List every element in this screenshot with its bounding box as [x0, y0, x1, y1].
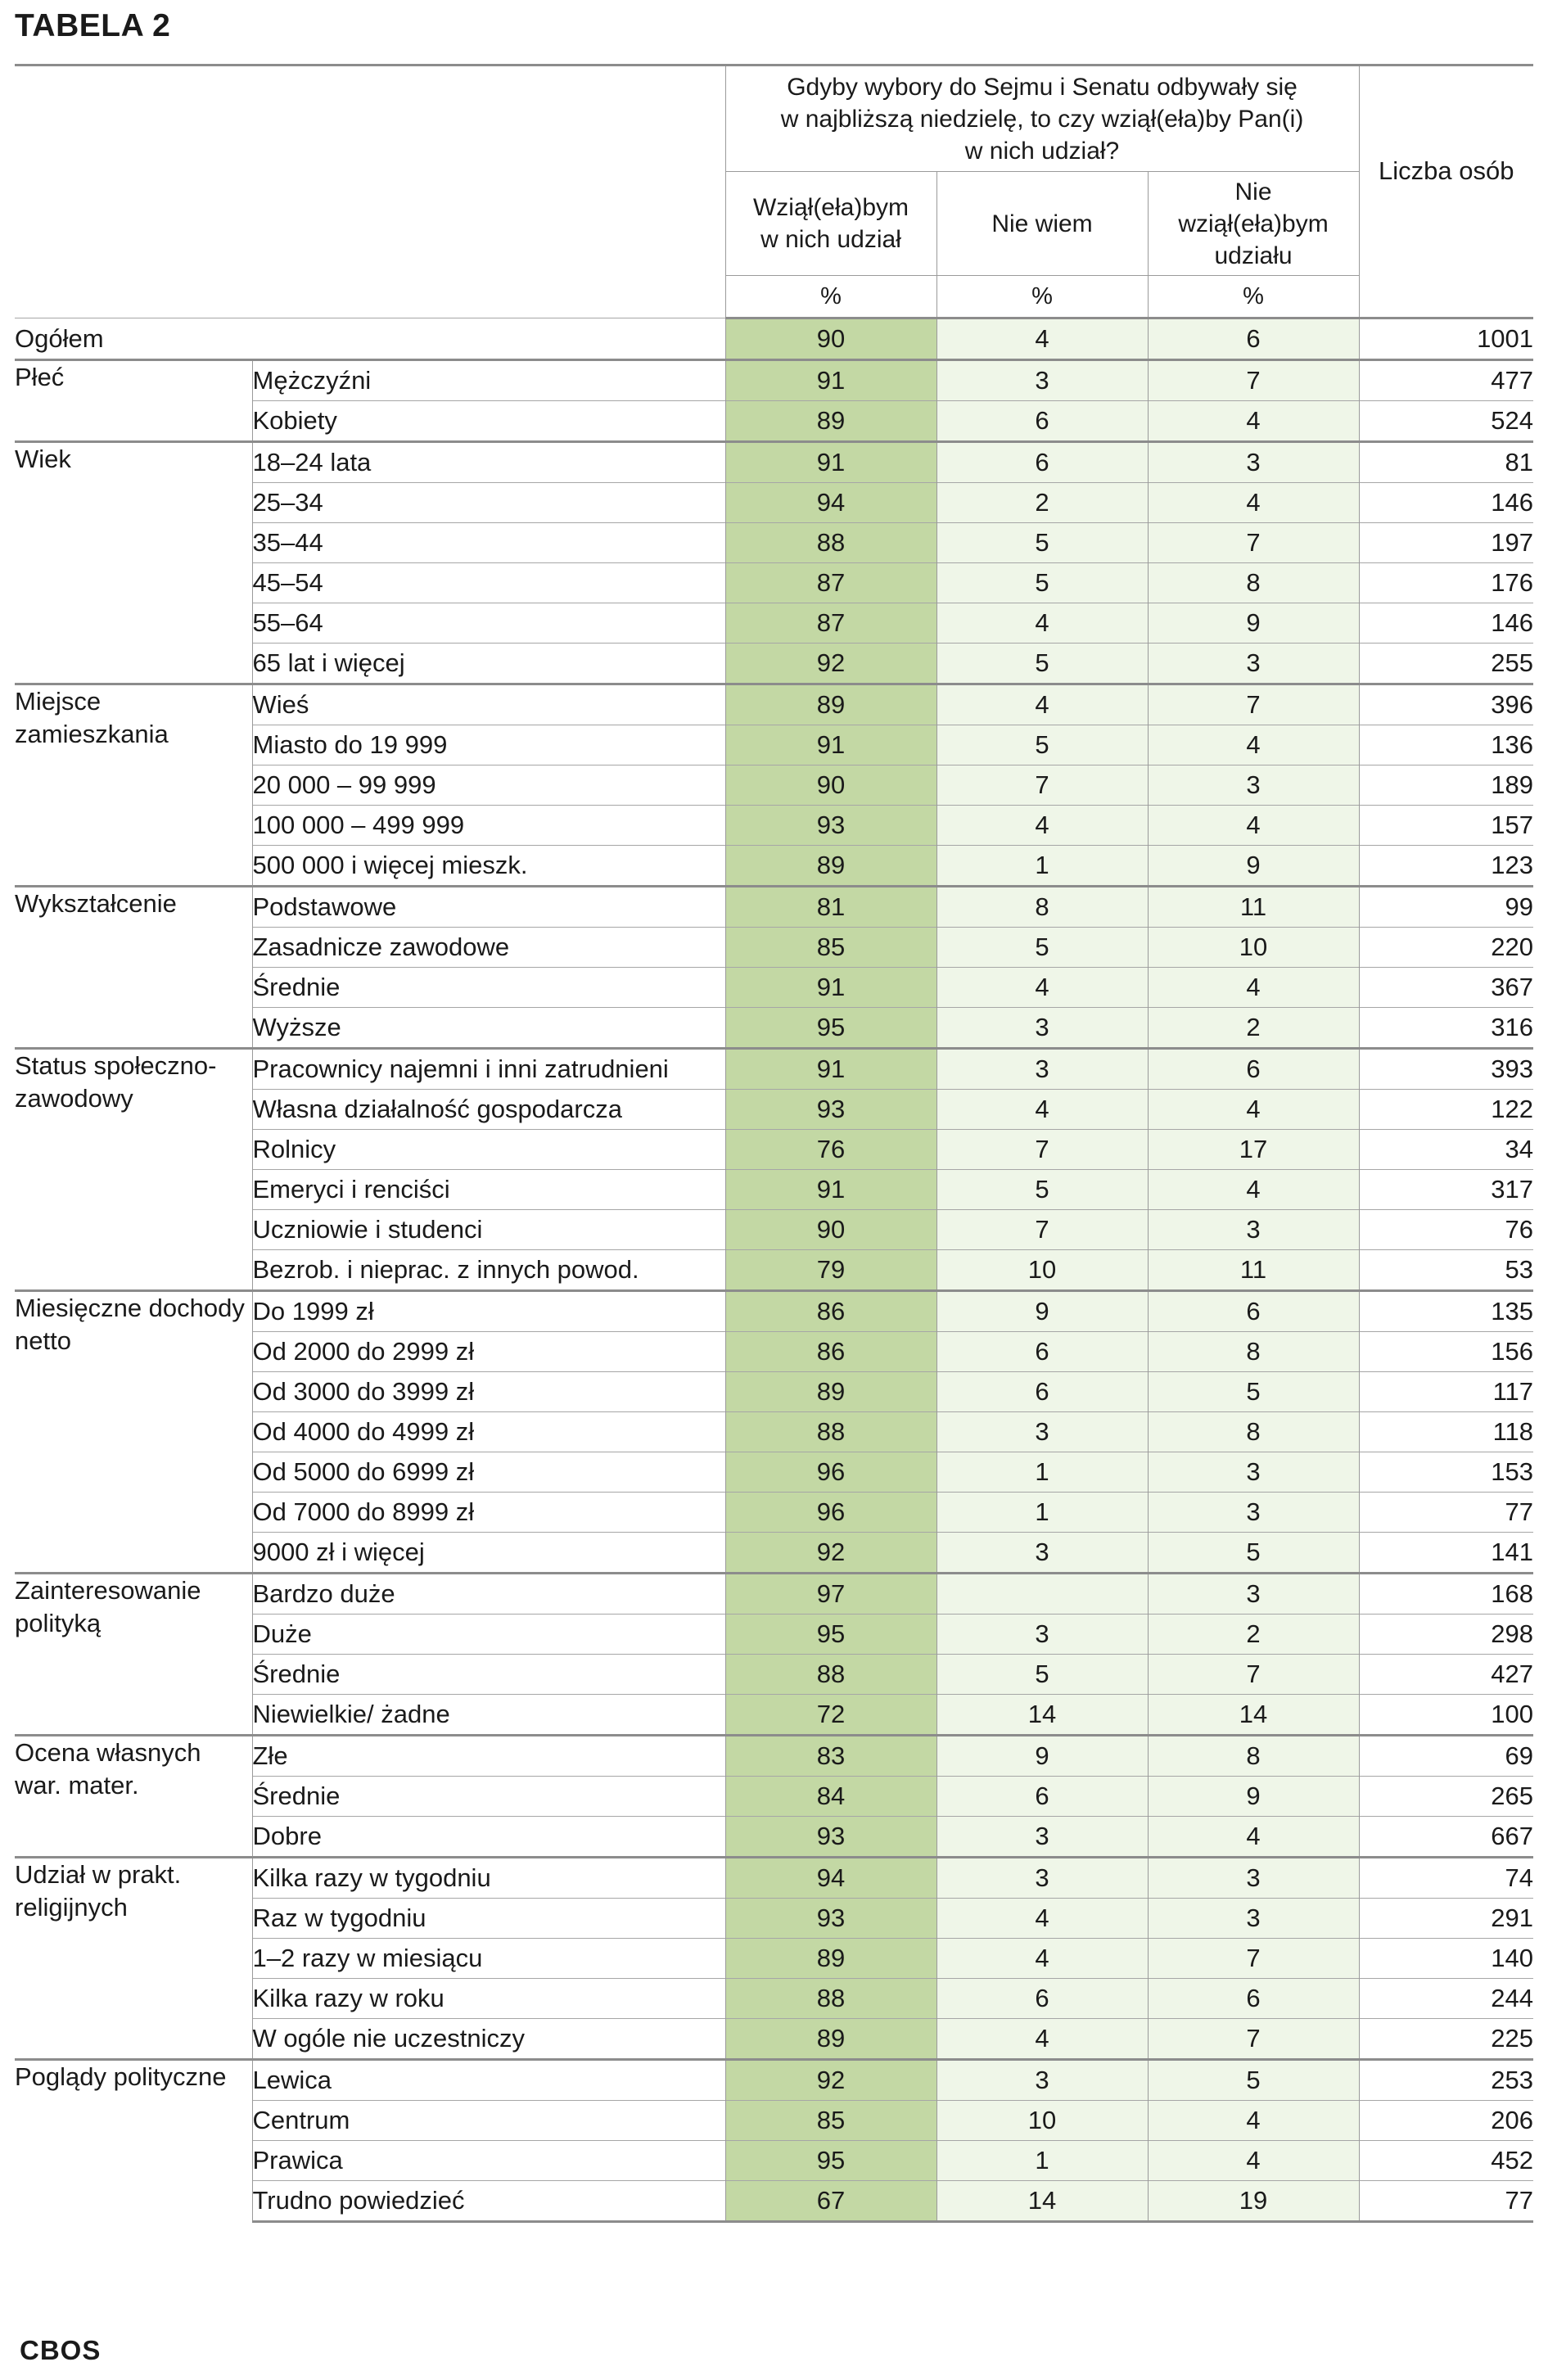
- unit-label: %: [936, 276, 1148, 318]
- value-cell: 3: [936, 2060, 1148, 2101]
- count-cell: 153: [1359, 1452, 1533, 1493]
- row-label: Trudno powiedzieć: [252, 2181, 725, 2222]
- row-label: 18–24 lata: [252, 442, 725, 483]
- row-label: W ogóle nie uczestniczy: [252, 2019, 725, 2060]
- value-cell: 3: [936, 1008, 1148, 1049]
- cbos-logo: CBOS: [20, 2335, 102, 2365]
- row-label: Złe: [252, 1736, 725, 1777]
- question-line: w nich udział?: [964, 137, 1120, 165]
- row-label: Emeryci i renciści: [252, 1170, 725, 1210]
- value-cell: 87: [725, 603, 936, 644]
- value-cell: [936, 1574, 1148, 1615]
- results-table: [15, 64, 1533, 2223]
- value-cell: 6: [936, 1332, 1148, 1372]
- value-cell: 89: [725, 846, 936, 887]
- value-cell: 4: [936, 806, 1148, 846]
- value-cell: 9: [1148, 846, 1359, 887]
- value-cell: 6: [936, 1372, 1148, 1412]
- value-cell: 3: [936, 1817, 1148, 1858]
- value-cell: 92: [725, 1533, 936, 1574]
- count-cell: 255: [1359, 644, 1533, 684]
- value-cell: 8: [1148, 563, 1359, 603]
- value-cell: 3: [936, 1858, 1148, 1899]
- value-cell: 91: [725, 360, 936, 401]
- count-cell: 244: [1359, 1979, 1533, 2019]
- count-cell: 265: [1359, 1777, 1533, 1817]
- value-cell: 95: [725, 1008, 936, 1049]
- value-cell: 7: [1148, 360, 1359, 401]
- value-cell: 3: [936, 1049, 1148, 1090]
- row-label: Raz w tygodniu: [252, 1899, 725, 1939]
- group-label: Udział w prakt. religijnych: [15, 1858, 252, 2060]
- row-label: 1–2 razy w miesiącu: [252, 1939, 725, 1979]
- count-cell: 452: [1359, 2141, 1533, 2181]
- table-row: [15, 1049, 1533, 1090]
- row-label: Własna działalność gospodarcza: [252, 1090, 725, 1130]
- column-header-will-vote: [725, 172, 936, 276]
- value-cell: 4: [936, 603, 1148, 644]
- value-cell: 85: [725, 928, 936, 968]
- table-body: [15, 318, 1533, 2222]
- table-row: [15, 1858, 1533, 1899]
- row-label: Kobiety: [252, 401, 725, 442]
- count-cell: 77: [1359, 1493, 1533, 1533]
- value-cell: 92: [725, 644, 936, 684]
- value-cell: 6: [936, 401, 1148, 442]
- value-cell: 5: [936, 1655, 1148, 1695]
- count-cell: 100: [1359, 1695, 1533, 1736]
- count-cell: 316: [1359, 1008, 1533, 1049]
- group-label: Płeć: [15, 360, 252, 442]
- value-cell: 4: [936, 1939, 1148, 1979]
- group-label: Miejsce zamieszkania: [15, 684, 252, 887]
- row-label: Niewielkie/ żadne: [252, 1695, 725, 1736]
- row-label: 100 000 – 499 999: [252, 806, 725, 846]
- value-cell: 67: [725, 2181, 936, 2222]
- count-cell: 122: [1359, 1090, 1533, 1130]
- value-cell: 91: [725, 725, 936, 765]
- count-cell: 76: [1359, 1210, 1533, 1250]
- value-cell: 3: [1148, 765, 1359, 806]
- value-cell: 3: [1148, 442, 1359, 483]
- table-title: TABELA 2: [15, 8, 171, 43]
- count-cell: 367: [1359, 968, 1533, 1008]
- row-label: 55–64: [252, 603, 725, 644]
- row-label: Prawica: [252, 2141, 725, 2181]
- value-cell: 88: [725, 1979, 936, 2019]
- row-label: Rolnicy: [252, 1130, 725, 1170]
- value-cell: 81: [725, 887, 936, 928]
- value-cell: 6: [1148, 318, 1359, 360]
- value-cell: 3: [1148, 1210, 1359, 1250]
- value-cell: 88: [725, 1655, 936, 1695]
- value-cell: 6: [936, 442, 1148, 483]
- row-label: Bardzo duże: [252, 1574, 725, 1615]
- value-cell: 3: [1148, 1574, 1359, 1615]
- row-label: Miasto do 19 999: [252, 725, 725, 765]
- value-cell: 7: [936, 1210, 1148, 1250]
- value-cell: 4: [936, 684, 1148, 725]
- value-cell: 9: [936, 1291, 1148, 1332]
- value-cell: 5: [936, 928, 1148, 968]
- value-cell: 5: [1148, 1372, 1359, 1412]
- table-row: [15, 360, 1533, 401]
- value-cell: 91: [725, 442, 936, 483]
- row-label: Wyższe: [252, 1008, 725, 1049]
- value-cell: 14: [936, 2181, 1148, 2222]
- group-label: Poglądy polityczne: [15, 2060, 252, 2222]
- value-cell: 8: [1148, 1412, 1359, 1452]
- value-cell: 19: [1148, 2181, 1359, 2222]
- value-cell: 4: [1148, 1170, 1359, 1210]
- value-cell: 1: [936, 1452, 1148, 1493]
- value-cell: 2: [1148, 1615, 1359, 1655]
- count-cell: 291: [1359, 1899, 1533, 1939]
- column-header-line: w nich udział: [760, 226, 901, 253]
- value-cell: 7: [1148, 1655, 1359, 1695]
- value-cell: 7: [1148, 1939, 1359, 1979]
- value-cell: 90: [725, 1210, 936, 1250]
- row-label: Kilka razy w roku: [252, 1979, 725, 2019]
- value-cell: 10: [1148, 928, 1359, 968]
- value-cell: 89: [725, 684, 936, 725]
- column-header-wont-vote: [1148, 172, 1359, 276]
- value-cell: 93: [725, 806, 936, 846]
- row-label: Mężczyźni: [252, 360, 725, 401]
- count-cell: 146: [1359, 483, 1533, 523]
- header-empty-cell: [1359, 276, 1533, 318]
- row-label: Duże: [252, 1615, 725, 1655]
- group-label: Miesięczne dochody netto: [15, 1291, 252, 1574]
- value-cell: 89: [725, 1939, 936, 1979]
- row-label: Zasadnicze zawodowe: [252, 928, 725, 968]
- value-cell: 2: [936, 483, 1148, 523]
- value-cell: 6: [936, 1777, 1148, 1817]
- column-header-line: Nie wiem: [991, 210, 1093, 237]
- value-cell: 3: [936, 360, 1148, 401]
- count-cell: 81: [1359, 442, 1533, 483]
- row-label: 20 000 – 99 999: [252, 765, 725, 806]
- value-cell: 7: [936, 1130, 1148, 1170]
- value-cell: 4: [936, 968, 1148, 1008]
- table-row: [15, 2060, 1533, 2101]
- value-cell: 91: [725, 1170, 936, 1210]
- count-cell: 427: [1359, 1655, 1533, 1695]
- row-label: 500 000 i więcej mieszk.: [252, 846, 725, 887]
- value-cell: 93: [725, 1899, 936, 1939]
- value-cell: 92: [725, 2060, 936, 2101]
- row-label: Podstawowe: [252, 887, 725, 928]
- value-cell: 3: [1148, 644, 1359, 684]
- value-cell: 9: [936, 1736, 1148, 1777]
- value-cell: 7: [1148, 523, 1359, 563]
- value-cell: 3: [1148, 1493, 1359, 1533]
- row-label: Bezrob. i nieprac. z innych powod.: [252, 1250, 725, 1291]
- value-cell: 6: [936, 1979, 1148, 2019]
- row-label: Dobre: [252, 1817, 725, 1858]
- value-cell: 10: [936, 1250, 1148, 1291]
- table-row: [15, 318, 1533, 360]
- value-cell: 5: [936, 523, 1148, 563]
- count-cell: 197: [1359, 523, 1533, 563]
- value-cell: 4: [1148, 2141, 1359, 2181]
- count-cell: 146: [1359, 603, 1533, 644]
- count-cell: 393: [1359, 1049, 1533, 1090]
- value-cell: 4: [1148, 968, 1359, 1008]
- count-cell: 477: [1359, 360, 1533, 401]
- row-label: Od 7000 do 8999 zł: [252, 1493, 725, 1533]
- count-cell: 135: [1359, 1291, 1533, 1332]
- value-cell: 9: [1148, 1777, 1359, 1817]
- row-label: Do 1999 zł: [252, 1291, 725, 1332]
- value-cell: 11: [1148, 887, 1359, 928]
- value-cell: 91: [725, 1049, 936, 1090]
- total-label: Ogółem: [15, 318, 725, 360]
- value-cell: 4: [936, 1090, 1148, 1130]
- count-cell: 136: [1359, 725, 1533, 765]
- value-cell: 96: [725, 1493, 936, 1533]
- value-cell: 3: [1148, 1858, 1359, 1899]
- value-cell: 5: [936, 1170, 1148, 1210]
- group-label: Wiek: [15, 442, 252, 684]
- value-cell: 84: [725, 1777, 936, 1817]
- column-header-line: Wziął(eła)bym: [752, 194, 909, 221]
- value-cell: 6: [1148, 1979, 1359, 2019]
- value-cell: 97: [725, 1574, 936, 1615]
- group-label: Ocena własnych war. mater.: [15, 1736, 252, 1858]
- column-header-dont-know: [936, 172, 1148, 276]
- value-cell: 5: [1148, 2060, 1359, 2101]
- count-cell: 99: [1359, 887, 1533, 928]
- count-cell: 140: [1359, 1939, 1533, 1979]
- value-cell: 5: [936, 644, 1148, 684]
- count-cell: 168: [1359, 1574, 1533, 1615]
- column-header-line: Nie: [1234, 178, 1272, 205]
- value-cell: 5: [936, 725, 1148, 765]
- count-cell: 298: [1359, 1615, 1533, 1655]
- count-cell: 34: [1359, 1130, 1533, 1170]
- count-cell: 396: [1359, 684, 1533, 725]
- value-cell: 93: [725, 1817, 936, 1858]
- row-label: Od 4000 do 4999 zł: [252, 1412, 725, 1452]
- count-cell: 157: [1359, 806, 1533, 846]
- count-cell: 74: [1359, 1858, 1533, 1899]
- value-cell: 96: [725, 1452, 936, 1493]
- count-cell: 667: [1359, 1817, 1533, 1858]
- value-cell: 95: [725, 2141, 936, 2181]
- value-cell: 89: [725, 1372, 936, 1412]
- value-cell: 72: [725, 1695, 936, 1736]
- row-label: 35–44: [252, 523, 725, 563]
- row-label: Lewica: [252, 2060, 725, 2101]
- value-cell: 94: [725, 1858, 936, 1899]
- count-cell: 117: [1359, 1372, 1533, 1412]
- count-cell: 524: [1359, 401, 1533, 442]
- value-cell: 3: [936, 1412, 1148, 1452]
- unit-label: %: [725, 276, 936, 318]
- value-cell: 8: [1148, 1332, 1359, 1372]
- value-cell: 4: [1148, 806, 1359, 846]
- count-cell: 77: [1359, 2181, 1533, 2222]
- value-cell: 4: [936, 2019, 1148, 2060]
- count-cell: 123: [1359, 846, 1533, 887]
- value-cell: 1: [936, 846, 1148, 887]
- value-cell: 4: [1148, 1817, 1359, 1858]
- value-cell: 86: [725, 1291, 936, 1332]
- value-cell: 79: [725, 1250, 936, 1291]
- value-cell: 95: [725, 1615, 936, 1655]
- table-row: [15, 684, 1533, 725]
- group-label: Wykształcenie: [15, 887, 252, 1049]
- row-label: Średnie: [252, 1655, 725, 1695]
- value-cell: 4: [1148, 483, 1359, 523]
- count-header: Liczba osób: [1359, 65, 1533, 276]
- value-cell: 8: [936, 887, 1148, 928]
- row-label: Pracownicy najemni i inni zatrudnieni: [252, 1049, 725, 1090]
- value-cell: 89: [725, 401, 936, 442]
- header-empty-cell: [15, 65, 725, 318]
- value-cell: 88: [725, 1412, 936, 1452]
- row-label: Wieś: [252, 684, 725, 725]
- value-cell: 2: [1148, 1008, 1359, 1049]
- count-cell: 206: [1359, 2101, 1533, 2141]
- value-cell: 90: [725, 765, 936, 806]
- table-row: [15, 887, 1533, 928]
- count-cell: 141: [1359, 1533, 1533, 1574]
- value-cell: 3: [936, 1533, 1148, 1574]
- value-cell: 6: [1148, 1049, 1359, 1090]
- value-cell: 17: [1148, 1130, 1359, 1170]
- value-cell: 5: [1148, 1533, 1359, 1574]
- row-label: Od 3000 do 3999 zł: [252, 1372, 725, 1412]
- row-label: Średnie: [252, 1777, 725, 1817]
- value-cell: 8: [1148, 1736, 1359, 1777]
- count-cell: 253: [1359, 2060, 1533, 2101]
- value-cell: 4: [1148, 725, 1359, 765]
- value-cell: 4: [936, 318, 1148, 360]
- value-cell: 9: [1148, 603, 1359, 644]
- value-cell: 3: [1148, 1452, 1359, 1493]
- column-header-line: wziął(eła)bym: [1178, 210, 1329, 237]
- value-cell: 93: [725, 1090, 936, 1130]
- value-cell: 6: [1148, 1291, 1359, 1332]
- value-cell: 7: [1148, 684, 1359, 725]
- count-cell: 156: [1359, 1332, 1533, 1372]
- count-cell: 176: [1359, 563, 1533, 603]
- count-cell: 53: [1359, 1250, 1533, 1291]
- row-label: Centrum: [252, 2101, 725, 2141]
- count-cell: 317: [1359, 1170, 1533, 1210]
- row-label: 65 lat i więcej: [252, 644, 725, 684]
- row-label: Od 5000 do 6999 zł: [252, 1452, 725, 1493]
- value-cell: 5: [936, 563, 1148, 603]
- table-row: [15, 1291, 1533, 1332]
- value-cell: 1: [936, 2141, 1148, 2181]
- value-cell: 91: [725, 968, 936, 1008]
- value-cell: 3: [936, 1615, 1148, 1655]
- group-label: Zainteresowanie polityką: [15, 1574, 252, 1736]
- row-label: 9000 zł i więcej: [252, 1533, 725, 1574]
- row-label: 45–54: [252, 563, 725, 603]
- count-cell: 118: [1359, 1412, 1533, 1452]
- table-row: [15, 1736, 1533, 1777]
- row-label: Średnie: [252, 968, 725, 1008]
- question-header: [725, 65, 1359, 172]
- value-cell: 14: [1148, 1695, 1359, 1736]
- unit-label: %: [1148, 276, 1359, 318]
- count-cell: 189: [1359, 765, 1533, 806]
- value-cell: 90: [725, 318, 936, 360]
- question-line: w najbliższą niedzielę, to czy wziął(eła)by Pan(i): [780, 105, 1304, 133]
- row-label: Kilka razy w tygodniu: [252, 1858, 725, 1899]
- table-row: [15, 442, 1533, 483]
- value-cell: 4: [1148, 401, 1359, 442]
- value-cell: 4: [936, 1899, 1148, 1939]
- group-label: Status społeczno-zawodowy: [15, 1049, 252, 1291]
- count-cell: 225: [1359, 2019, 1533, 2060]
- column-header-line: udziału: [1214, 242, 1293, 269]
- table-row: [15, 1574, 1533, 1615]
- value-cell: 14: [936, 1695, 1148, 1736]
- count-cell: 1001: [1359, 318, 1533, 360]
- value-cell: 3: [1148, 1899, 1359, 1939]
- value-cell: 7: [1148, 2019, 1359, 2060]
- count-cell: 220: [1359, 928, 1533, 968]
- count-cell: 69: [1359, 1736, 1533, 1777]
- row-label: 25–34: [252, 483, 725, 523]
- value-cell: 7: [936, 765, 1148, 806]
- row-label: Uczniowie i studenci: [252, 1210, 725, 1250]
- value-cell: 85: [725, 2101, 936, 2141]
- value-cell: 4: [1148, 2101, 1359, 2141]
- row-label: Od 2000 do 2999 zł: [252, 1332, 725, 1372]
- value-cell: 10: [936, 2101, 1148, 2141]
- value-cell: 86: [725, 1332, 936, 1372]
- value-cell: 1: [936, 1493, 1148, 1533]
- question-line: Gdyby wybory do Sejmu i Senatu odbywały się: [787, 73, 1298, 101]
- value-cell: 87: [725, 563, 936, 603]
- value-cell: 83: [725, 1736, 936, 1777]
- value-cell: 76: [725, 1130, 936, 1170]
- value-cell: 89: [725, 2019, 936, 2060]
- value-cell: 4: [1148, 1090, 1359, 1130]
- value-cell: 11: [1148, 1250, 1359, 1291]
- value-cell: 88: [725, 523, 936, 563]
- value-cell: 94: [725, 483, 936, 523]
